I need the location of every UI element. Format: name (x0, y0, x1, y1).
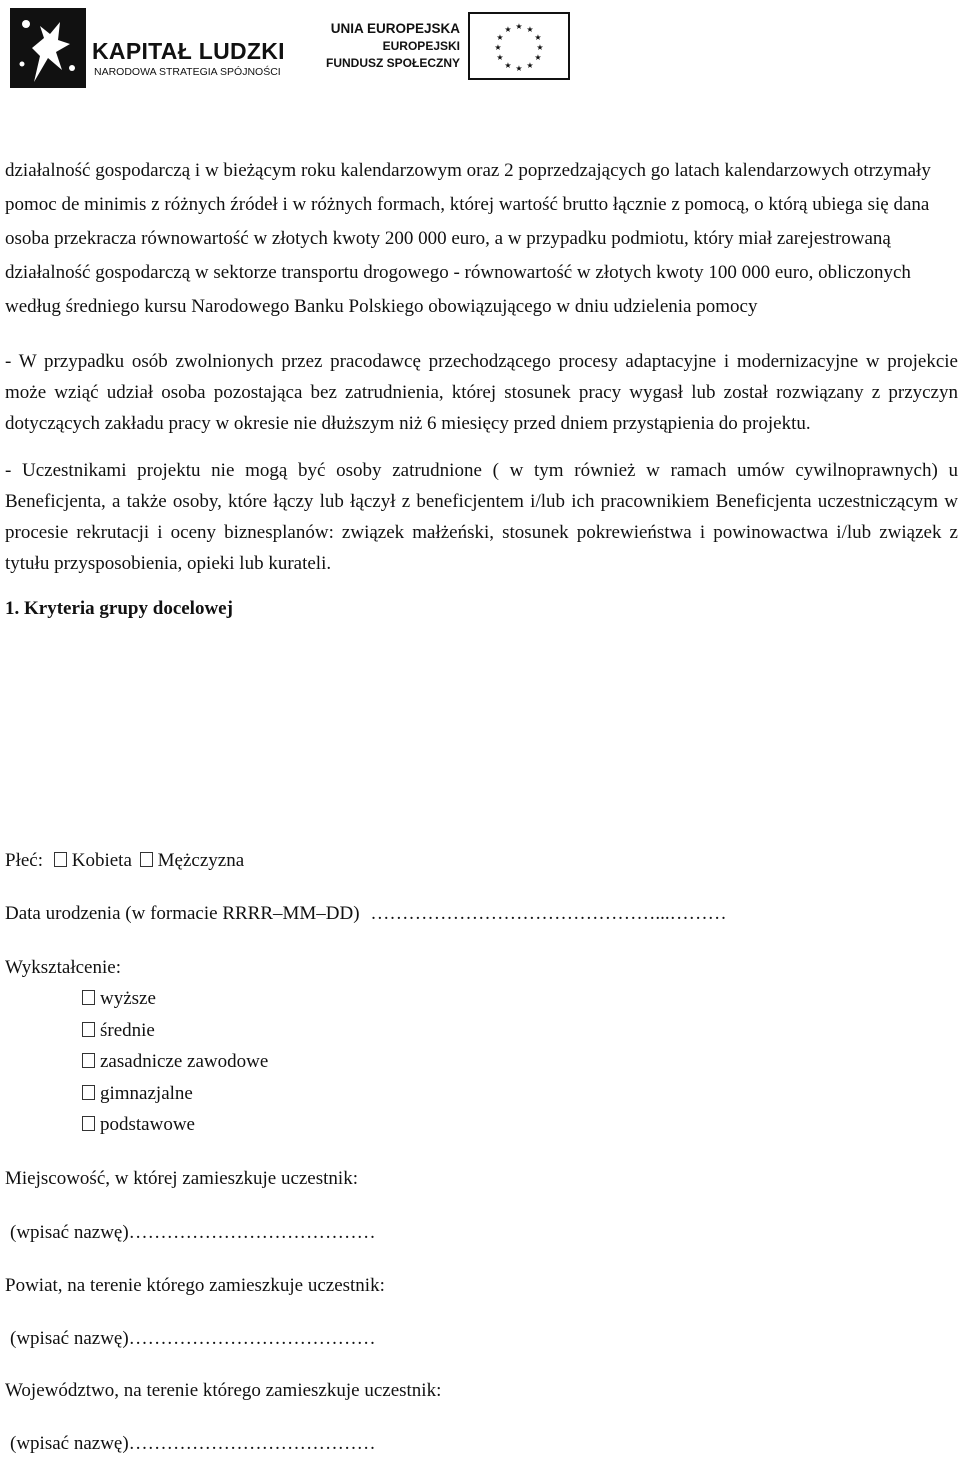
document-body (5, 154, 958, 623)
eu-logo-text (320, 20, 460, 72)
svg-text:★: ★ (515, 22, 523, 31)
county-input[interactable]: (wpisać nazwę)………………………………… (10, 1328, 376, 1349)
eu-line-1: UNIA EUROPEJSKA (330, 21, 460, 36)
birth-date-field (5, 903, 727, 925)
svg-text:★: ★ (526, 61, 534, 70)
svg-text:★: ★ (504, 61, 512, 70)
education-option (82, 1051, 268, 1083)
option-female-label: Kobieta (71, 850, 132, 871)
checkbox-education[interactable] (82, 1116, 95, 1131)
header-logos (0, 0, 960, 100)
education-option (82, 1083, 268, 1115)
kapital-ludzki-subtitle: NARODOWA STRATEGIA SPÓJNOŚCI (94, 66, 281, 78)
paragraph-dismissed-persons: - W przypadku osób zwolnionych przez pracodawcę przechodzącego procesy adaptacyjne i modernizacyjne w projekcie może wziąć udział osoba pozostająca bez zatrudnienia, której stosunek pracy wygasł lub został rozwiązany z przyczyn dotyczących zakładu pracy w okresie nie dłuższym niż 6 miesięcy przed dniem przystąpienia do projektu. (5, 351, 958, 434)
education-option (82, 1020, 268, 1052)
svg-text:★: ★ (504, 25, 512, 34)
education-option (82, 1114, 268, 1146)
voivodeship-input[interactable]: (wpisać nazwę)………………………………… (10, 1433, 376, 1454)
svg-text:★: ★ (534, 53, 542, 62)
education-option (82, 988, 268, 1020)
svg-text:★: ★ (496, 33, 504, 42)
checkbox-education[interactable] (82, 1022, 95, 1037)
locality-label: Miejscowość, w której zamieszkuje uczestnik: (5, 1168, 358, 1189)
eu-line-2: EUROPEJSKI (382, 39, 460, 53)
checkbox-education[interactable] (82, 1053, 95, 1068)
svg-text:★: ★ (526, 25, 534, 34)
svg-text:★: ★ (496, 53, 504, 62)
svg-text:★: ★ (515, 64, 523, 73)
county-label: Powiat, na terenie którego zamieszkuje uczestnik: (5, 1275, 385, 1296)
eu-flag-icon (468, 12, 570, 80)
sex-field (5, 850, 244, 872)
kapital-ludzki-logo (10, 8, 285, 88)
option-label: gimnazjalne (100, 1082, 193, 1104)
birth-date-input[interactable]: ………………………………………...……… (370, 903, 727, 924)
kapital-ludzki-mark-icon (10, 8, 86, 88)
eu-line-3: FUNDUSZ SPOŁECZNY (325, 56, 460, 70)
option-label: średnie (100, 1019, 155, 1041)
checkbox-education[interactable] (82, 990, 95, 1005)
svg-text:★: ★ (536, 43, 544, 52)
locality-input[interactable]: (wpisać nazwę)………………………………… (10, 1222, 376, 1243)
education-options (82, 988, 268, 1146)
checkbox-education[interactable] (82, 1085, 95, 1100)
education-label: Wykształcenie: (5, 957, 121, 978)
paragraph-de-minimis: działalność gospodarczą i w bieżącym roku kalendarzowym oraz 2 poprzedzających go latach kalendarzowych otrzymały pomoc de minimis z różnych źródeł i w różnych formach, której wartość brutto łącznie z pomocą, o którą ubiega się dana osoba przekracza równowartość w złotych kwoty 200 000 euro, a w przypadku podmiotu, który miał zarejestrowaną działalność gospodarczą w sektorze transportu drogowego - równowartość w złotych kwoty 100 000 euro, obliczonych według średniego kursu Narodowego Banku Polskiego obowiązującego w dniu udzielenia pomocy (5, 160, 931, 317)
paragraph-excluded-participants: - Uczestnikami projektu nie mogą być osoby zatrudnione ( w tym również w ramach umów cywilnoprawnych) u Beneficjenta, a także osoby, które łączy lub łączył z beneficjentem i/lub ich pracownikiem Beneficjenta uczestniczącym w procesie rekrutacji i oceny biznesplanów: związek małżeński, stosunek pokrewieństwa i powinowactwa i/lub związek z tytułu przysposobienia, opieki lub kurateli. (5, 460, 958, 574)
option-label: podstawowe (100, 1114, 195, 1136)
option-male-label: Mężczyzna (157, 850, 245, 871)
checkbox-female[interactable] (54, 852, 67, 867)
kapital-ludzki-title: KAPITAŁ LUDZKI (92, 38, 285, 64)
checkbox-male[interactable] (140, 852, 153, 867)
birth-date-label: Data urodzenia (w formacie RRRR–MM–DD) (5, 903, 360, 924)
sex-label: Płeć: (5, 850, 43, 871)
svg-text:★: ★ (494, 43, 502, 52)
voivodeship-label: Województwo, na terenie którego zamieszkuje uczestnik: (5, 1380, 442, 1401)
svg-text:★: ★ (534, 33, 542, 42)
option-label: wyższe (100, 988, 156, 1009)
option-label: zasadnicze zawodowe (100, 1051, 269, 1073)
section-title: 1. Kryteria grupy docelowej (5, 598, 233, 619)
